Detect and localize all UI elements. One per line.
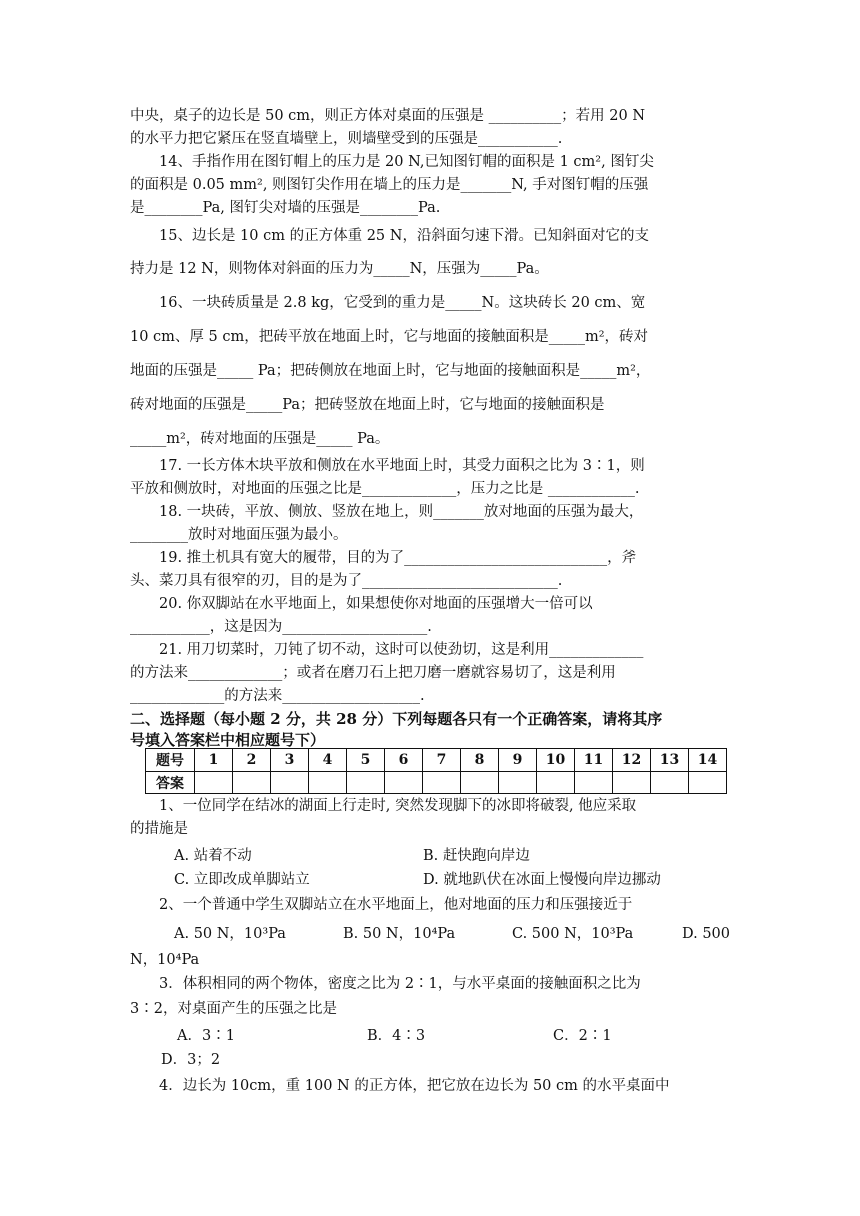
choice-question-3: 3．体积相同的两个物体，密度之比为 2∶1，与水平桌面的接触面积之比为: [159, 976, 641, 992]
question-14: 14、手指作用在图钉帽上的压力是 20 N,已知图钉帽的面积是 1 cm², 图钉尖: [159, 154, 654, 170]
answer-cell[interactable]: [537, 772, 575, 794]
question-15: 15、边长是 10 cm 的正方体重 25 N，沿斜面匀速下滑。已知斜面对它的支: [159, 228, 649, 244]
question-number-cell: 1: [195, 749, 233, 772]
answer-cell[interactable]: [613, 772, 651, 794]
option-c: C. 立即改成单脚站立: [174, 872, 310, 888]
question-number-cell: 4: [309, 749, 347, 772]
option-a: A. 50 N，10³Pa: [174, 926, 286, 942]
answer-cell[interactable]: [423, 772, 461, 794]
text-line: 地面的压强是_____ Pa；把砖侧放在地面上时，它与地面的接触面积是_____m²，: [130, 363, 651, 379]
answer-cell[interactable]: [499, 772, 537, 794]
text-line: _____m²，砖对地面的压强是_____ Pa。: [130, 431, 390, 447]
option-b: B．4∶3: [367, 1028, 426, 1044]
option-a: A. 站着不动: [174, 848, 252, 864]
text-line: 3∶2，对桌面产生的压强之比是: [130, 1001, 337, 1017]
question-number-cell: 10: [537, 749, 575, 772]
answer-cell[interactable]: [347, 772, 385, 794]
text-line: 中央，桌子的边长是 50 cm，则正方体对桌面的压强是 __________；若用 20 N: [130, 108, 646, 124]
text-line: ________放时对地面压强为最小。: [130, 527, 348, 543]
option-d: D．3；2: [161, 1052, 221, 1068]
question-18: 18. 一块砖，平放、侧放、竖放在地上，则_______放对地面的压强为最大，: [159, 504, 644, 520]
question-20: 20. 你双脚站在水平地面上，如果想使你对地面的压强增大一倍可以: [159, 596, 593, 612]
answer-cell[interactable]: [195, 772, 233, 794]
text-line: 的措施是: [130, 821, 188, 837]
answer-cell[interactable]: [651, 772, 689, 794]
text-line: ___________，这是因为____________________.: [130, 619, 432, 635]
question-19: 19. 推土机具有宽大的履带，目的为了____________________________，斧: [159, 550, 637, 566]
section-heading: 二、选择题（每小题 2 分，共 28 分）下列每题各只有一个正确答案，请将其序: [130, 710, 663, 728]
option-b: B. 赶快跑向岸边: [423, 848, 530, 864]
choice-question-1: 1、一位同学在结冰的湖面上行走时, 突然发现脚下的冰即将破裂, 他应采取: [159, 798, 637, 814]
answer-cell[interactable]: [689, 772, 727, 794]
option-b: B. 50 N，10⁴Pa: [343, 926, 456, 942]
table-header-cell: 答案: [146, 772, 195, 794]
question-number-cell: 8: [461, 749, 499, 772]
answer-cell[interactable]: [461, 772, 499, 794]
option-c: C．2∶1: [553, 1028, 612, 1044]
text-line: 砖对地面的压强是_____Pa；把砖竖放在地面上时，它与地面的接触面积是: [130, 397, 605, 413]
question-number-cell: 13: [651, 749, 689, 772]
question-number-cell: 11: [575, 749, 613, 772]
text-line: 的面积是 0.05 mm², 则图钉尖作用在墙上的压力是_______N, 手对图钉帽的压强: [130, 177, 649, 193]
question-21: 21. 用刀切菜时，刀钝了切不动，这时可以使劲切，这是利用_____________: [159, 642, 644, 658]
answer-cell[interactable]: [385, 772, 423, 794]
answer-cell[interactable]: [233, 772, 271, 794]
answer-table: [145, 748, 727, 794]
answer-cell[interactable]: [309, 772, 347, 794]
choice-question-4: 4．边长为 10cm，重 100 N 的正方体，把它放在边长为 50 cm 的水平桌面中: [159, 1078, 670, 1094]
question-number-cell: 3: [271, 749, 309, 772]
question-17: 17. 一长方体木块平放和侧放在水平地面上时，其受力面积之比为 3∶1，则: [159, 458, 645, 474]
table-row: [146, 772, 727, 794]
text-line: 头、菜刀具有很窄的刃，目的是为了___________________________.: [130, 573, 563, 589]
choice-question-2: 2、一个普通中学生双脚站立在水平地面上，他对地面的压力和压强接近于: [159, 897, 633, 913]
question-number-cell: 9: [499, 749, 537, 772]
text-line: 平放和侧放时，对地面的压强之比是_____________，压力之比是 ____________.: [130, 481, 640, 497]
question-16: 16、一块砖质量是 2.8 kg，它受到的重力是_____N。这块砖长 20 cm、宽: [159, 295, 646, 311]
question-number-cell: 14: [689, 749, 727, 772]
text-line: 的水平力把它紧压在竖直墙壁上，则墙壁受到的压强是___________.: [130, 131, 563, 147]
text-line: 是________Pa, 图钉尖对墙的压强是________Pa.: [130, 200, 441, 216]
table-row: [146, 749, 727, 772]
option-a: A．3∶1: [177, 1028, 235, 1044]
text-line: 的方法来_____________；或者在磨刀石上把刀磨一磨就容易切了，这是利用: [130, 665, 616, 681]
question-number-cell: 6: [385, 749, 423, 772]
question-number-cell: 7: [423, 749, 461, 772]
section-heading: 号填入答案栏中相应题号下）: [130, 731, 326, 749]
option-c: C. 500 N，10³Pa: [512, 926, 634, 942]
text-line: N，10⁴Pa: [130, 952, 200, 968]
answer-cell[interactable]: [575, 772, 613, 794]
question-number-cell: 5: [347, 749, 385, 772]
option-d: D. 就地趴伏在冰面上慢慢向岸边挪动: [423, 872, 661, 888]
text-line: _____________的方法来___________________.: [130, 688, 425, 704]
option-d: D. 500: [682, 926, 731, 942]
question-number-cell: 12: [613, 749, 651, 772]
text-line: 持力是 12 N，则物体对斜面的压力为_____N，压强为_____Pa。: [130, 261, 549, 277]
text-line: 10 cm、厚 5 cm，把砖平放在地面上时，它与地面的接触面积是_____m²，砖对: [130, 329, 649, 345]
answer-cell[interactable]: [271, 772, 309, 794]
table-header-cell: 题号: [146, 749, 195, 772]
question-number-cell: 2: [233, 749, 271, 772]
